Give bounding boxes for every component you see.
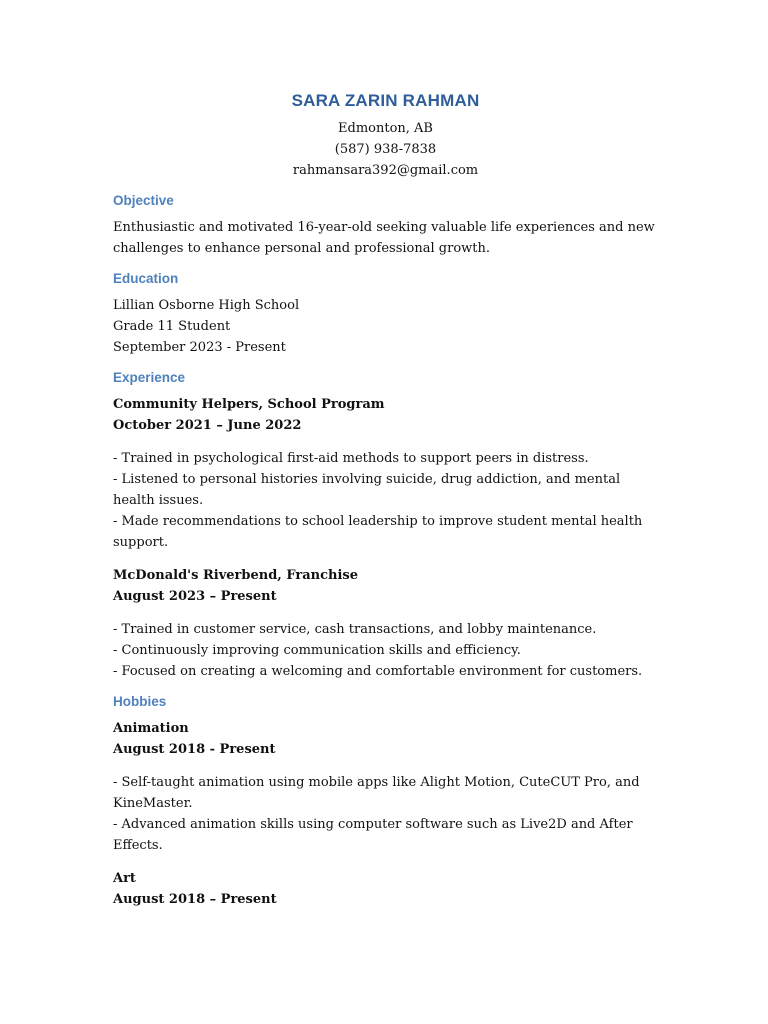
section-heading-experience: Experience	[113, 370, 186, 385]
job-dates: October 2021 – June 2022	[113, 418, 302, 433]
section-heading-hobbies: Hobbies	[113, 694, 167, 709]
hobby-bullets	[113, 772, 658, 856]
bullet-item: - Made recommendations to school leadership to improve student mental health support.	[113, 514, 643, 550]
school-name: Lillian Osborne High School	[113, 298, 300, 313]
job-bullets	[113, 619, 658, 682]
job-title: McDonald's Riverbend, Franchise	[113, 568, 358, 583]
objective-text: Enthusiastic and motivated 16-year-old seeking valuable life experiences and new challenges to enhance personal and professional growth.	[113, 220, 655, 256]
bullet-item: - Trained in psychological first-aid methods to support peers in distress.	[113, 451, 589, 466]
hobby-entry	[113, 718, 658, 856]
phone-text: (587) 938-7838	[334, 142, 437, 157]
bullet-item: - Advanced animation skills using computer software such as Live2D and After Effects.	[113, 817, 633, 853]
job-dates: August 2023 – Present	[113, 589, 277, 604]
hobby-title: Animation	[113, 721, 189, 736]
hobbies-section	[113, 692, 658, 910]
hobby-dates: August 2018 - Present	[113, 742, 276, 757]
section-heading-objective: Objective	[113, 193, 174, 208]
section-heading-education: Education	[113, 271, 179, 286]
bullet-item: - Self-taught animation using mobile apps like Alight Motion, CuteCUT Pro, and KineMaster.	[113, 775, 640, 811]
hobby-dates: August 2018 – Present	[113, 892, 277, 907]
bullet-item: - Trained in customer service, cash transactions, and lobby maintenance.	[113, 622, 597, 637]
resume-page	[113, 88, 658, 910]
bullet-item: - Focused on creating a welcoming and comfortable environment for customers.	[113, 664, 643, 679]
experience-entry	[113, 565, 658, 682]
experience-section	[113, 368, 658, 682]
grade-text: Grade 11 Student	[113, 319, 231, 334]
hobby-entry	[113, 868, 658, 910]
candidate-name: SARA ZARIN RAHMAN	[291, 91, 480, 110]
experience-entry	[113, 394, 658, 553]
job-bullets	[113, 448, 658, 553]
job-title: Community Helpers, School Program	[113, 397, 385, 412]
education-entry	[113, 295, 658, 358]
resume-header	[113, 88, 658, 181]
email-text: rahmansara392@gmail.com	[292, 163, 479, 178]
hobby-title: Art	[113, 871, 136, 886]
education-section	[113, 269, 658, 358]
bullet-item: - Continuously improving communication skills and efficiency.	[113, 643, 521, 658]
bullet-item: - Listened to personal histories involving suicide, drug addiction, and mental health issues.	[113, 472, 621, 508]
objective-section	[113, 191, 658, 259]
location-text: Edmonton, AB	[338, 121, 433, 136]
contact-info	[113, 118, 658, 181]
education-dates: September 2023 - Present	[113, 340, 286, 355]
